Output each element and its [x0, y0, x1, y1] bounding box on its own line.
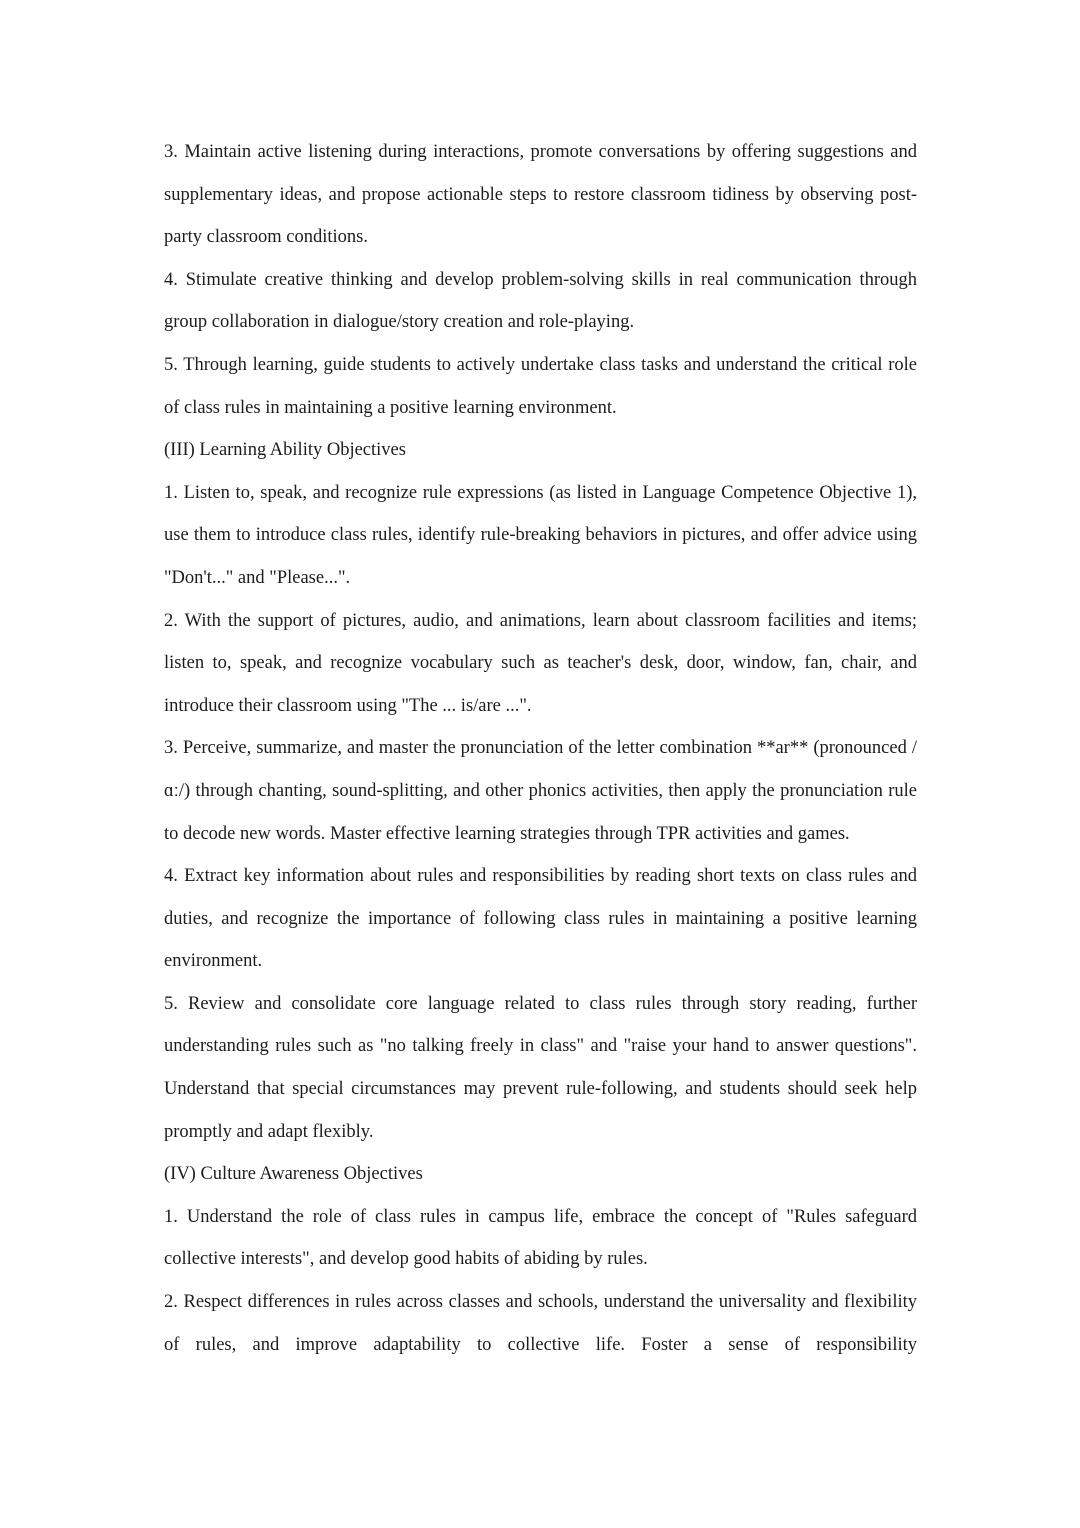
objective-item: 3. Perceive, summarize, and master the pronunciation of the letter combination **ar** (pronounced /ɑː/) through chanting, sound-splitting, and other phonics activities, then apply the pronunciation rule to decode new words. Master effective learning strategies through TPR activities and games.: [164, 738, 917, 844]
section-heading-learning-ability: (III) Learning Ability Objectives: [164, 440, 406, 461]
objective-item: 5. Through learning, guide students to actively undertake class tasks and understand the critical role of class rules in maintaining a positive learning environment.: [164, 354, 917, 418]
objective-item: 5. Review and consolidate core language related to class rules through story reading, further understanding rules such as "no talking freely in class" and "raise your hand to answer questions". Understand that special circumstances may prevent rule-following, and students should seek help promptly and adapt flexibly.: [164, 993, 917, 1142]
objective-item-truncated: 2. Respect differences in rules across classes and schools, understand the universality and flexibility of rules, and improve adaptability to collective life. Foster a sense of responsibility: [164, 1292, 917, 1355]
objective-item: 1. Listen to, speak, and recognize rule expressions (as listed in Language Competence Objective 1), use them to introduce class rules, identify rule-breaking behaviors in pictures, and offer advice using "Don't..." and "Please...".: [164, 482, 917, 588]
objective-item: 4. Extract key information about rules and responsibilities by reading short texts on class rules and duties, and recognize the importance of following class rules in maintaining a positive learning environment.: [164, 866, 917, 972]
objective-item: 2. With the support of pictures, audio, and animations, learn about classroom facilities and items; listen to, speak, and recognize vocabulary such as teacher's desk, door, window, fan, chair, and introduce their classroom using "The ... is/are ...".: [164, 610, 917, 716]
objective-item: 4. Stimulate creative thinking and develop problem-solving skills in real communication through group collaboration in dialogue/story creation and role-playing.: [164, 269, 917, 333]
objective-item: 3. Maintain active listening during interactions, promote conversations by offering suggestions and supplementary ideas, and propose actionable steps to restore classroom tidiness by observing post-party classroom conditions.: [164, 142, 917, 248]
objective-item: 1. Understand the role of class rules in campus life, embrace the concept of "Rules safeguard collective interests", and develop good habits of abiding by rules.: [164, 1206, 917, 1270]
section-heading-culture-awareness: (IV) Culture Awareness Objectives: [164, 1164, 423, 1185]
document-body: [164, 131, 917, 1366]
